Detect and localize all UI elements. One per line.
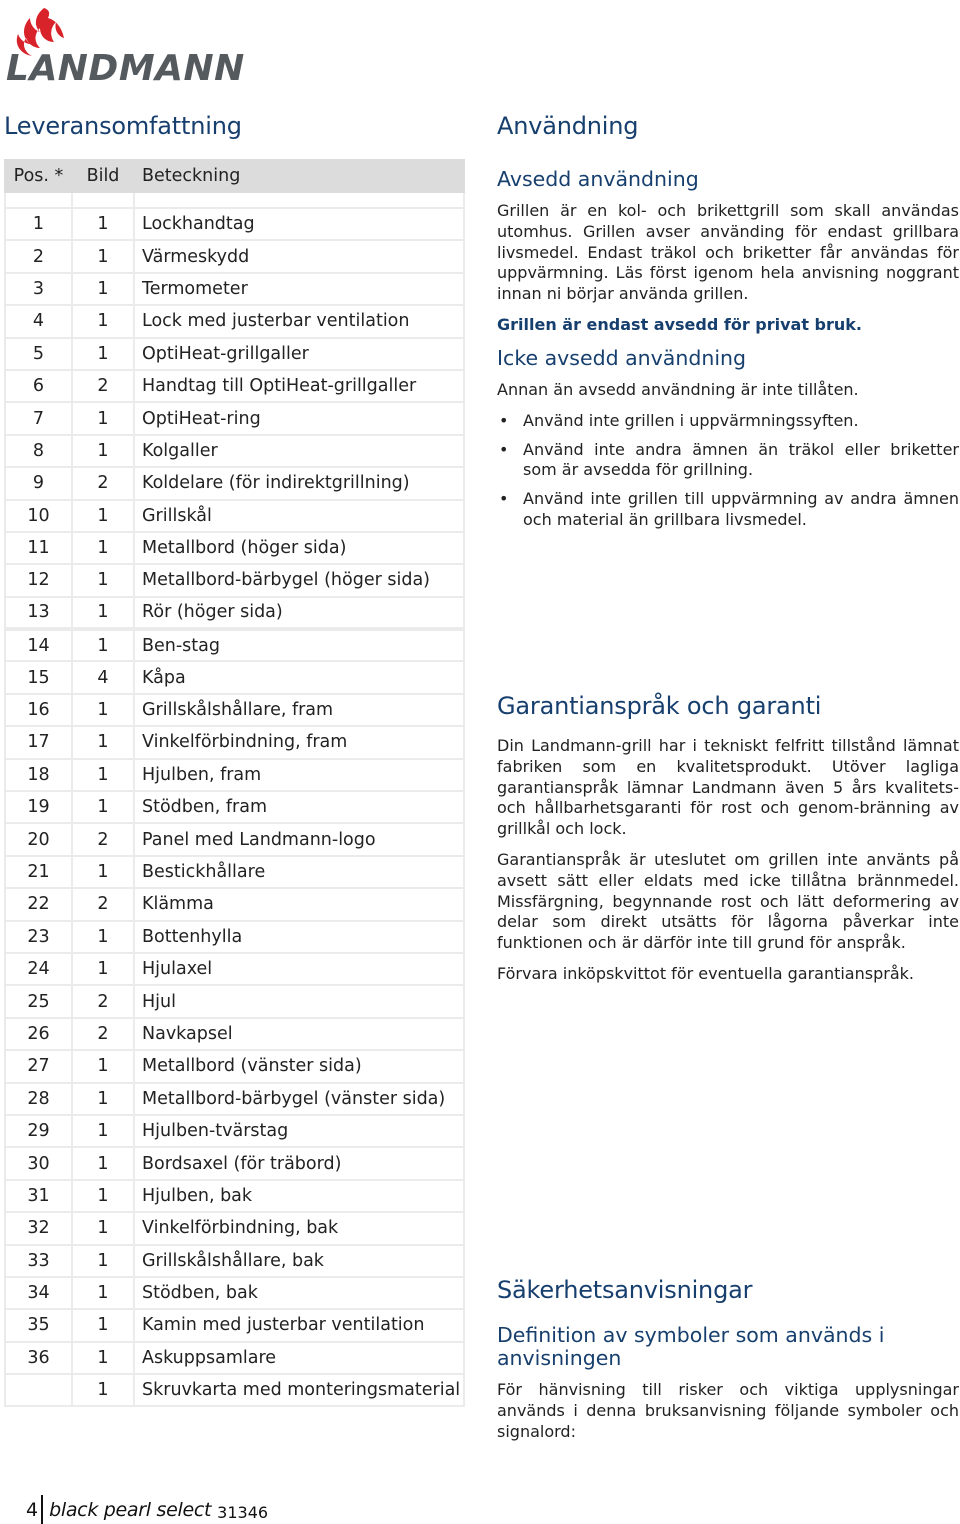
pos-cell: 28 bbox=[5, 1083, 72, 1115]
table-header-row bbox=[5, 160, 464, 192]
beteckning-cell: Askuppsamlare bbox=[134, 1342, 464, 1374]
beteckning-cell: Termometer bbox=[134, 273, 464, 305]
pos-cell: 21 bbox=[5, 856, 72, 888]
pos-cell: 24 bbox=[5, 953, 72, 985]
beteckning-cell: Metallbord (höger sida) bbox=[134, 532, 464, 564]
table-row bbox=[5, 629, 464, 661]
bild-cell: 1 bbox=[72, 1245, 134, 1277]
intended-use-block bbox=[497, 168, 959, 334]
table-row bbox=[5, 1342, 464, 1374]
bild-cell: 1 bbox=[72, 1147, 134, 1179]
table-row bbox=[5, 985, 464, 1017]
beteckning-cell: Koldelare (för indirektgrillning) bbox=[134, 467, 464, 499]
pos-cell: 31 bbox=[5, 1180, 72, 1212]
table-row bbox=[5, 435, 464, 467]
usage-heading: Användning bbox=[497, 112, 639, 140]
not-intended-use-list bbox=[497, 411, 959, 531]
beteckning-cell: Skruvkarta med monteringsmaterial bbox=[134, 1374, 464, 1406]
bild-cell: 1 bbox=[72, 1083, 134, 1115]
bild-cell: 1 bbox=[72, 1374, 134, 1406]
beteckning-cell: Rör (höger sida) bbox=[134, 597, 464, 629]
scope-of-delivery-heading: Leveransomfattning bbox=[4, 112, 242, 140]
bild-cell: 1 bbox=[72, 1309, 134, 1341]
table-row bbox=[5, 597, 464, 629]
pos-cell: 20 bbox=[5, 823, 72, 855]
bild-cell: 1 bbox=[72, 564, 134, 596]
table-row bbox=[5, 273, 464, 305]
bild-cell: 1 bbox=[72, 856, 134, 888]
pos-cell: 9 bbox=[5, 467, 72, 499]
pos-cell: 11 bbox=[5, 532, 72, 564]
bild-cell: 1 bbox=[72, 1050, 134, 1082]
list-item: • Använd inte grillen till uppvärmning av andra ämnen och material än grillbara livsmedel. bbox=[497, 489, 959, 531]
bild-cell: 2 bbox=[72, 823, 134, 855]
beteckning-cell: Metallbord (vänster sida) bbox=[134, 1050, 464, 1082]
bild-cell: 1 bbox=[72, 273, 134, 305]
table-row bbox=[5, 1083, 464, 1115]
landmann-logo bbox=[4, 4, 266, 82]
pos-cell: 30 bbox=[5, 1147, 72, 1179]
beteckning-cell: Stödben, bak bbox=[134, 1277, 464, 1309]
warranty-paragraph-1: Din Landmann-grill har i tekniskt felfritt tillstånd lämnat fabriken som en kvalitetsprodukt. Utöver lagliga garantianspråk lämnar Landmann även 5 års kvalitets- och hållbarhetsgaranti för rost och genom-bränning av grillkål och lock. bbox=[497, 736, 959, 839]
beteckning-cell: Bottenhylla bbox=[134, 921, 464, 953]
pos-cell: 6 bbox=[5, 370, 72, 402]
pos-cell: 23 bbox=[5, 921, 72, 953]
beteckning-cell: Vinkelförbindning, fram bbox=[134, 726, 464, 758]
table-row bbox=[5, 532, 464, 564]
table-row bbox=[5, 1115, 464, 1147]
table-row bbox=[5, 791, 464, 823]
table-row bbox=[5, 953, 464, 985]
beteckning-cell: Hjulaxel bbox=[134, 953, 464, 985]
table-row bbox=[5, 1147, 464, 1179]
intended-use-text: Grillen är en kol- och brikettgrill som skall användas utomhus. Grillen avser använding för endast grillbara livsmedel. Endast träkol och briketter får användas för uppvärmning. Läs först igenom hela anvisning noggrant innan ni börjar använda grillen. bbox=[497, 201, 959, 304]
beteckning-cell: Kamin med justerbar ventilation bbox=[134, 1309, 464, 1341]
table-row bbox=[5, 1374, 464, 1406]
table-row bbox=[5, 726, 464, 758]
pos-cell: 10 bbox=[5, 500, 72, 532]
beteckning-cell: Stödben, fram bbox=[134, 791, 464, 823]
pos-cell: 19 bbox=[5, 791, 72, 823]
beteckning-cell: Grillskål bbox=[134, 500, 464, 532]
flame-logo-icon bbox=[4, 4, 266, 82]
beteckning-cell: Vinkelförbindning, bak bbox=[134, 1212, 464, 1244]
bild-cell: 1 bbox=[72, 1342, 134, 1374]
beteckning-cell: Handtag till OptiHeat-grillgaller bbox=[134, 370, 464, 402]
pos-cell: 34 bbox=[5, 1277, 72, 1309]
col-bild-header: Bild bbox=[72, 160, 134, 192]
table-row bbox=[5, 564, 464, 596]
beteckning-cell: Metallbord-bärbygel (höger sida) bbox=[134, 564, 464, 596]
model-number: 31346 bbox=[217, 1502, 269, 1522]
table-row bbox=[5, 823, 464, 855]
bild-cell: 1 bbox=[72, 629, 134, 661]
warranty-paragraph-3: Förvara inköpskvittot för eventuella garantianspråk. bbox=[497, 963, 914, 983]
table-row bbox=[5, 1180, 464, 1212]
beteckning-cell: Värmeskydd bbox=[134, 240, 464, 272]
bild-cell: 1 bbox=[72, 1277, 134, 1309]
pos-cell: 14 bbox=[5, 629, 72, 661]
table-row bbox=[5, 208, 464, 240]
table-row bbox=[5, 305, 464, 337]
pos-cell: 27 bbox=[5, 1050, 72, 1082]
svg-text:LANDMANN: LANDMANN bbox=[6, 48, 245, 82]
beteckning-cell: Kolgaller bbox=[134, 435, 464, 467]
table-row bbox=[5, 1277, 464, 1309]
bild-cell: 1 bbox=[72, 208, 134, 240]
pos-cell: 25 bbox=[5, 985, 72, 1017]
table-row bbox=[5, 370, 464, 402]
beteckning-cell: Panel med Landmann-logo bbox=[134, 823, 464, 855]
table-row bbox=[5, 1050, 464, 1082]
page-number: 4 bbox=[26, 1499, 39, 1521]
beteckning-cell: Bordsaxel (för träbord) bbox=[134, 1147, 464, 1179]
table-row bbox=[5, 1245, 464, 1277]
pos-cell: 18 bbox=[5, 759, 72, 791]
table-row bbox=[5, 240, 464, 272]
table-row bbox=[5, 1018, 464, 1050]
table-row bbox=[5, 921, 464, 953]
beteckning-cell: Hjulben, bak bbox=[134, 1180, 464, 1212]
bild-cell: 1 bbox=[72, 953, 134, 985]
table-row bbox=[5, 759, 464, 791]
beteckning-cell: Grillskålshållare, bak bbox=[134, 1245, 464, 1277]
pos-cell: 17 bbox=[5, 726, 72, 758]
pos-cell: 4 bbox=[5, 305, 72, 337]
pos-cell: 15 bbox=[5, 661, 72, 693]
bild-cell: 1 bbox=[72, 1212, 134, 1244]
table-row bbox=[5, 856, 464, 888]
bild-cell: 2 bbox=[72, 1018, 134, 1050]
bild-cell: 2 bbox=[72, 370, 134, 402]
pos-cell: 7 bbox=[5, 402, 72, 434]
col-pos-header: Pos. * bbox=[5, 160, 72, 192]
not-intended-use-block bbox=[497, 347, 959, 531]
bild-cell: 1 bbox=[72, 726, 134, 758]
product-name: black pearl select bbox=[49, 1499, 212, 1521]
pos-cell: 5 bbox=[5, 338, 72, 370]
beteckning-cell: Navkapsel bbox=[134, 1018, 464, 1050]
bild-cell: 1 bbox=[72, 791, 134, 823]
table-row bbox=[5, 1309, 464, 1341]
beteckning-cell: Grillskålshållare, fram bbox=[134, 694, 464, 726]
bild-cell: 1 bbox=[72, 694, 134, 726]
beteckning-cell: Klämma bbox=[134, 888, 464, 920]
intended-use-heading: Avsedd användning bbox=[497, 167, 699, 191]
bild-cell: 4 bbox=[72, 661, 134, 693]
table-row bbox=[5, 500, 464, 532]
bild-cell: 2 bbox=[72, 985, 134, 1017]
pos-cell: 8 bbox=[5, 435, 72, 467]
beteckning-cell: Lockhandtag bbox=[134, 208, 464, 240]
bild-cell: 1 bbox=[72, 532, 134, 564]
beteckning-cell: Hjulben-tvärstag bbox=[134, 1115, 464, 1147]
usage-section bbox=[497, 112, 959, 140]
pos-cell: 3 bbox=[5, 273, 72, 305]
pos-cell: 35 bbox=[5, 1309, 72, 1341]
bild-cell: 1 bbox=[72, 240, 134, 272]
safety-section bbox=[497, 1276, 959, 1442]
bild-cell: 1 bbox=[72, 500, 134, 532]
page-footer bbox=[26, 1494, 268, 1524]
beteckning-cell: Hjul bbox=[134, 985, 464, 1017]
table-row bbox=[5, 402, 464, 434]
bild-cell: 1 bbox=[72, 338, 134, 370]
pos-cell: 29 bbox=[5, 1115, 72, 1147]
list-item: • Använd inte grillen i uppvärmningssyften. bbox=[497, 411, 959, 432]
bild-cell: 1 bbox=[72, 1115, 134, 1147]
pos-cell: 33 bbox=[5, 1245, 72, 1277]
beteckning-cell: Bestickhållare bbox=[134, 856, 464, 888]
pos-cell: 1 bbox=[5, 208, 72, 240]
beteckning-cell: Metallbord-bärbygel (vänster sida) bbox=[134, 1083, 464, 1115]
pos-cell: 12 bbox=[5, 564, 72, 596]
beteckning-cell: Hjulben, fram bbox=[134, 759, 464, 791]
col-beteckning-header: Beteckning bbox=[134, 160, 464, 192]
table-row bbox=[5, 467, 464, 499]
footer-divider bbox=[41, 1495, 43, 1524]
list-item: • Använd inte andra ämnen än träkol eller briketter som är avsedda för grillning. bbox=[497, 440, 959, 482]
beteckning-cell: OptiHeat-ring bbox=[134, 402, 464, 434]
pos-cell: 13 bbox=[5, 597, 72, 629]
bild-cell: 1 bbox=[72, 759, 134, 791]
beteckning-cell: Lock med justerbar ventilation bbox=[134, 305, 464, 337]
table-row bbox=[5, 888, 464, 920]
not-intended-use-text: Annan än avsedd användning är inte tillåten. bbox=[497, 380, 859, 399]
symbols-definition-text: För hänvisning till risker och viktiga upplysningar används i denna bruksanvisning följande symboler och signalord: bbox=[497, 1380, 959, 1441]
table-row bbox=[5, 338, 464, 370]
pos-cell bbox=[5, 1374, 72, 1406]
bild-cell: 1 bbox=[72, 305, 134, 337]
beteckning-cell: OptiHeat-grillgaller bbox=[134, 338, 464, 370]
bild-cell: 2 bbox=[72, 888, 134, 920]
table-spacer-row bbox=[5, 192, 464, 208]
pos-cell: 22 bbox=[5, 888, 72, 920]
pos-cell: 2 bbox=[5, 240, 72, 272]
bild-cell: 1 bbox=[72, 597, 134, 629]
beteckning-cell: Kåpa bbox=[134, 661, 464, 693]
table-row bbox=[5, 1212, 464, 1244]
warranty-heading: Garantianspråk och garanti bbox=[497, 692, 822, 720]
private-use-note: Grillen är endast avsedd för privat bruk. bbox=[497, 314, 862, 334]
warranty-section bbox=[497, 692, 959, 985]
safety-heading: Säkerhetsanvisningar bbox=[497, 1276, 753, 1304]
bild-cell: 2 bbox=[72, 467, 134, 499]
pos-cell: 26 bbox=[5, 1018, 72, 1050]
bild-cell: 1 bbox=[72, 1180, 134, 1212]
symbols-definition-heading: Definition av symboler som används i anvisningen bbox=[497, 1323, 885, 1370]
pos-cell: 32 bbox=[5, 1212, 72, 1244]
beteckning-cell: Ben-stag bbox=[134, 629, 464, 661]
table-row bbox=[5, 661, 464, 693]
bild-cell: 1 bbox=[72, 921, 134, 953]
table-row bbox=[5, 694, 464, 726]
pos-cell: 36 bbox=[5, 1342, 72, 1374]
pos-cell: 16 bbox=[5, 694, 72, 726]
bild-cell: 1 bbox=[72, 435, 134, 467]
not-intended-use-heading: Icke avsedd användning bbox=[497, 346, 747, 370]
parts-table bbox=[4, 159, 465, 1407]
bild-cell: 1 bbox=[72, 402, 134, 434]
warranty-paragraph-2: Garantianspråk är uteslutet om grillen inte använts på avsett sätt eller eldats med icke tillåtna brännmedel. Missfärgning, begynnande rost och lätt deformering av delar som direkt utsätts för lågorna påverkar inte funktionen och är därför inte till grund för anspråk. bbox=[497, 849, 959, 953]
